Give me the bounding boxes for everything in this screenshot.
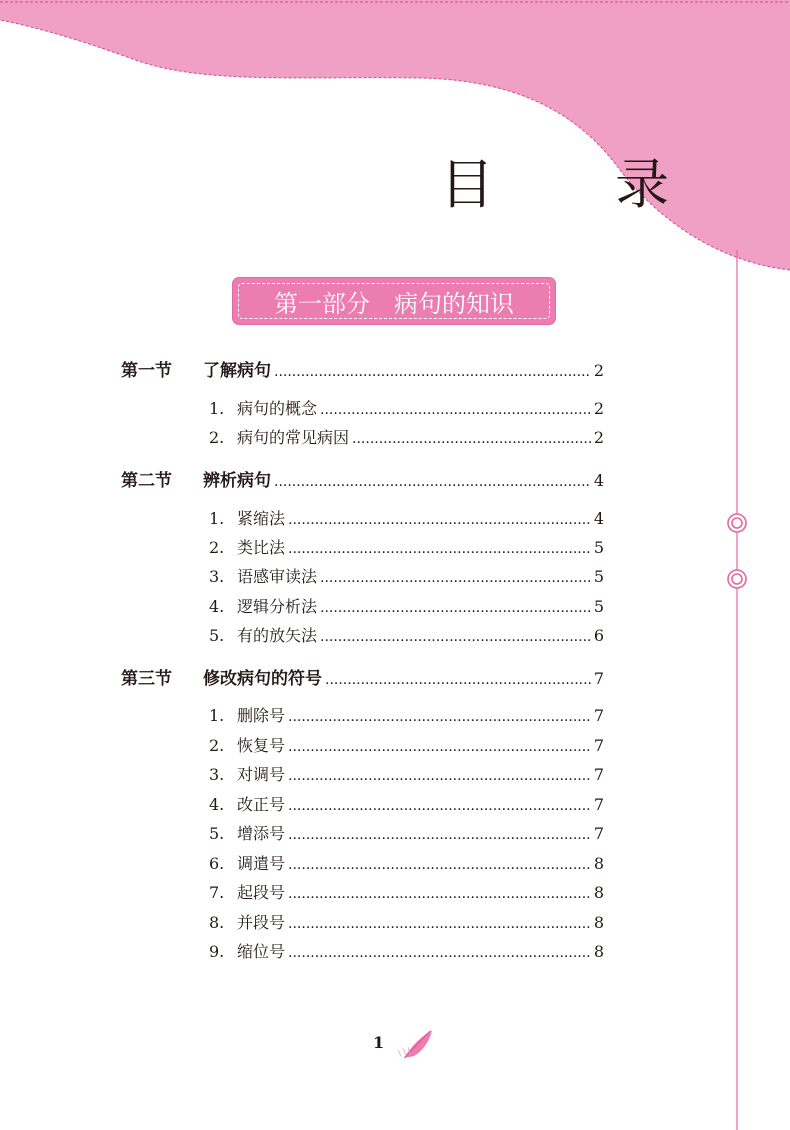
dot-leader <box>288 827 591 843</box>
page-ref: 5 <box>593 538 604 557</box>
item-title: 起段号 <box>237 883 286 902</box>
section-number: 第二节 <box>121 471 172 491</box>
toc-section[interactable] <box>121 664 604 690</box>
page-ref: 8 <box>593 854 604 873</box>
toc-item[interactable] <box>209 821 604 847</box>
page-ref: 6 <box>593 626 604 645</box>
page-title: 目 录 <box>440 153 722 216</box>
toc-section[interactable] <box>121 356 604 382</box>
ring-icon <box>728 570 746 588</box>
section-title: 了解病句 <box>203 361 271 381</box>
item-number: 8. <box>209 913 225 932</box>
page-ref: 2 <box>593 399 604 418</box>
item-number: 3. <box>209 765 225 784</box>
dot-leader <box>288 945 591 961</box>
part-banner <box>233 278 555 324</box>
page-ref: 7 <box>593 824 604 843</box>
item-title: 病句的概念 <box>237 399 318 418</box>
page-ref: 7 <box>593 795 604 814</box>
dot-leader <box>288 512 591 528</box>
item-number: 4. <box>209 795 225 814</box>
toc-item[interactable] <box>209 594 604 620</box>
dot-leader <box>352 431 591 447</box>
toc-item[interactable] <box>209 535 604 561</box>
item-title: 紧缩法 <box>237 509 286 528</box>
page-ref: 7 <box>593 765 604 784</box>
item-number: 1. <box>209 509 225 528</box>
item-title: 增添号 <box>237 824 286 843</box>
item-number: 4. <box>209 597 225 616</box>
toc-item[interactable] <box>209 733 604 759</box>
toc-item[interactable] <box>209 506 604 532</box>
page-ref: 5 <box>593 567 604 586</box>
item-title: 对调号 <box>237 765 286 784</box>
page-ref: 5 <box>593 597 604 616</box>
item-number: 5. <box>209 626 225 645</box>
page-ref: 2 <box>593 428 604 447</box>
dot-leader <box>288 768 591 784</box>
page-ref: 8 <box>593 942 604 961</box>
toc-item[interactable] <box>209 396 604 422</box>
item-title: 调遣号 <box>237 854 286 873</box>
item-number: 2. <box>209 428 225 447</box>
toc-item[interactable] <box>209 762 604 788</box>
toc-section[interactable] <box>121 466 604 492</box>
item-number: 1. <box>209 399 225 418</box>
dot-leader <box>320 600 591 616</box>
item-title: 语感审读法 <box>237 567 318 586</box>
item-number: 6. <box>209 854 225 873</box>
page-ref: 7 <box>593 706 604 725</box>
page-ref: 8 <box>593 883 604 902</box>
item-title: 类比法 <box>237 538 286 557</box>
dot-leader <box>320 402 591 418</box>
toc-item[interactable] <box>209 910 604 936</box>
ring-icon <box>728 514 746 532</box>
page-ref: 2 <box>593 361 604 380</box>
feather-icon <box>398 1030 432 1058</box>
item-number: 1. <box>209 706 225 725</box>
page-ref: 7 <box>593 669 604 688</box>
dot-leader <box>325 672 591 688</box>
dot-leader <box>288 857 591 873</box>
item-title: 删除号 <box>237 706 286 725</box>
section-number: 第一节 <box>121 361 172 381</box>
dot-leader <box>320 629 591 645</box>
section-title: 辨析病句 <box>203 471 271 491</box>
section-number: 第三节 <box>121 669 172 689</box>
pink-wave-header <box>0 0 790 270</box>
item-title: 有的放矢法 <box>237 626 318 645</box>
item-number: 5. <box>209 824 225 843</box>
dot-leader <box>288 709 591 725</box>
toc-item[interactable] <box>209 623 604 649</box>
page-ref: 7 <box>593 736 604 755</box>
dot-leader <box>288 916 591 932</box>
item-title: 恢复号 <box>237 736 286 755</box>
toc-item[interactable] <box>209 425 604 451</box>
toc-item[interactable] <box>209 851 604 877</box>
section-title: 修改病句的符号 <box>203 669 322 689</box>
dot-leader <box>288 886 591 902</box>
item-title: 病句的常见病因 <box>237 428 350 447</box>
part-title: 第一部分 病句的知识 <box>238 283 550 319</box>
page-number: 1 <box>373 1033 385 1052</box>
dot-leader <box>320 570 591 586</box>
item-number: 3. <box>209 567 225 586</box>
toc-item[interactable] <box>209 564 604 590</box>
dot-leader <box>288 739 591 755</box>
dot-leader <box>288 798 591 814</box>
toc-item[interactable] <box>209 792 604 818</box>
item-title: 缩位号 <box>237 942 286 961</box>
dot-leader <box>288 541 591 557</box>
item-number: 2. <box>209 538 225 557</box>
page-ref: 4 <box>593 471 604 490</box>
dot-leader <box>274 364 591 380</box>
page-ref: 8 <box>593 913 604 932</box>
item-number: 9. <box>209 942 225 961</box>
toc-item[interactable] <box>209 703 604 729</box>
item-title: 并段号 <box>237 913 286 932</box>
page-ref: 4 <box>593 509 604 528</box>
toc-item[interactable] <box>209 939 604 965</box>
toc-item[interactable] <box>209 880 604 906</box>
item-title: 逻辑分析法 <box>237 597 318 616</box>
item-number: 7. <box>209 883 225 902</box>
item-number: 2. <box>209 736 225 755</box>
item-title: 改正号 <box>237 795 286 814</box>
dot-leader <box>274 474 591 490</box>
